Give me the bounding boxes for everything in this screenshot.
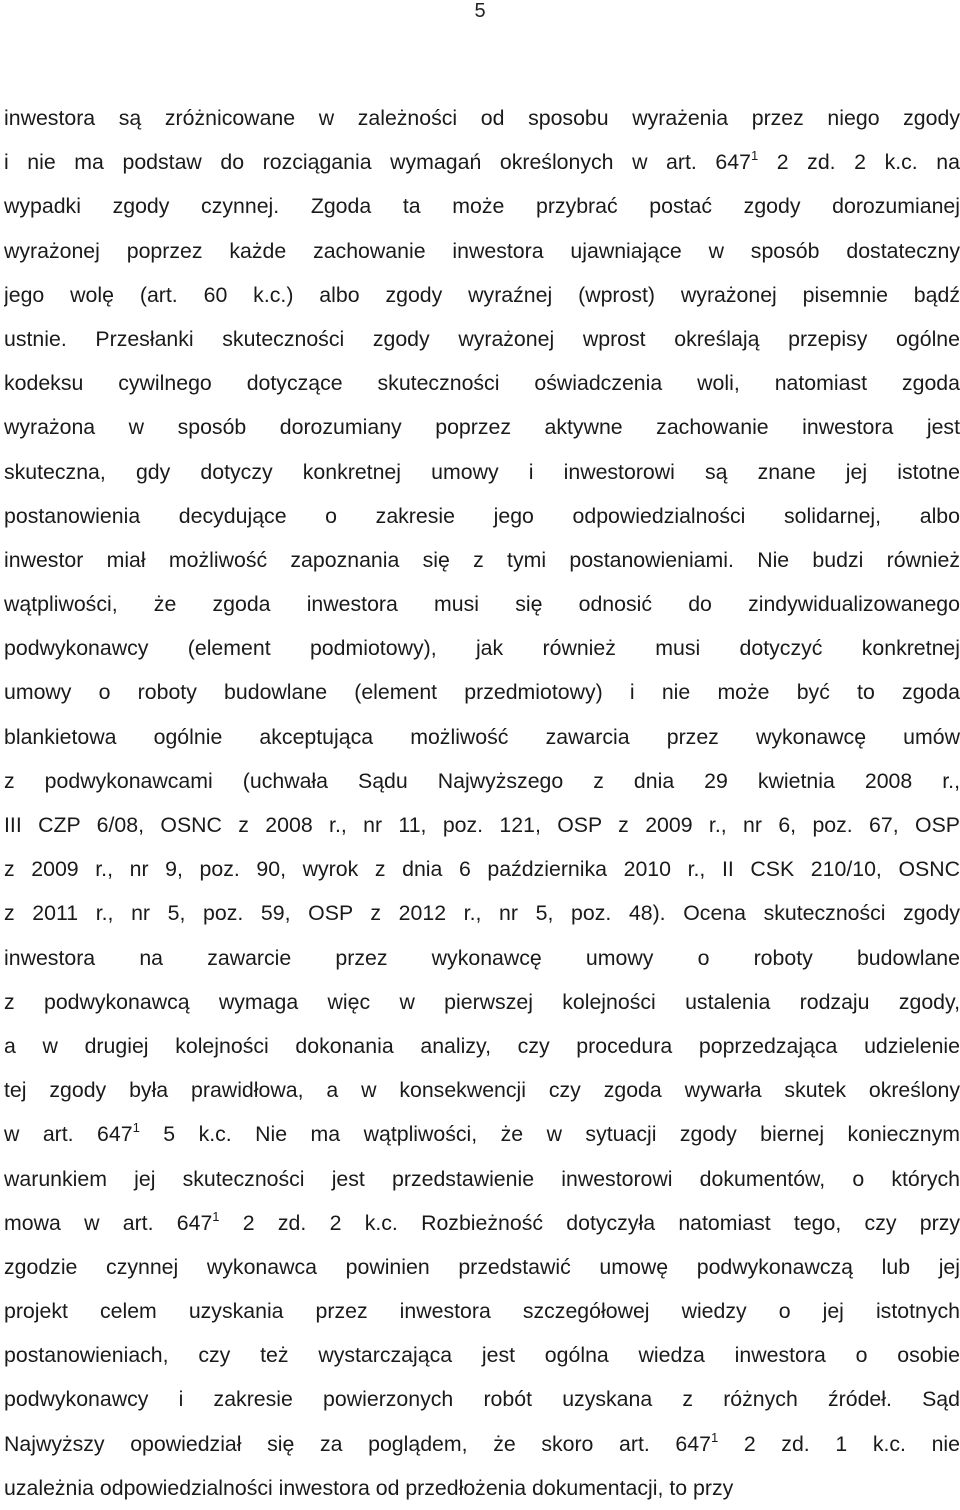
text-segment: III CZP 6/08, OSNC z 2008 r., nr 11, poz. 121, OSP z 2009 r., nr 6, poz. 67, OSP <box>4 813 960 837</box>
superscript: 1 <box>750 148 759 164</box>
text-line <box>4 1333 960 1377</box>
text-segment: a w drugiej kolejności dokonania analizy, czy procedura poprzedzająca udzielenie <box>4 1033 960 1058</box>
text-line <box>4 317 960 361</box>
document-body <box>4 96 960 1510</box>
text-line <box>4 1245 960 1289</box>
text-segment: wyrażonej poprzez każde zachowanie inwestora ujawniające w sposób dostateczny <box>4 238 960 263</box>
text-line <box>4 1157 960 1201</box>
text-line <box>4 626 960 670</box>
text-segment: 2 zd. 2 k.c. na <box>758 150 960 175</box>
superscript: 1 <box>710 1429 719 1445</box>
text-line <box>4 715 960 759</box>
text-line <box>4 494 960 538</box>
text-line <box>4 140 960 184</box>
text-segment: inwestora na zawarcie przez wykonawcę umowy o roboty budowlane <box>4 945 960 970</box>
text-segment: blankietowa ogólnie akceptująca możliwość zawarcia przez wykonawcę umów <box>4 724 960 749</box>
text-segment: podwykonawcy (element podmiotowy), jak również musi dotyczyć konkretnej <box>4 636 960 661</box>
text-segment: wyrażona w sposób dorozumiany poprzez aktywne zachowanie inwestora jest <box>4 415 960 440</box>
text-segment: 2 zd. 2 k.c. Rozbieżność dotyczyła natomiast tego, czy przy <box>219 1210 960 1235</box>
text-segment: warunkiem jej skuteczności jest przedstawienie inwestorowi dokumentów, o których <box>4 1166 960 1191</box>
text-segment: tej zgody była prawidłowa, a w konsekwencji czy zgoda wywarła skutek określony <box>4 1078 960 1103</box>
text-segment: 2 zd. 1 k.c. nie <box>718 1431 960 1456</box>
text-segment: umowy o roboty budowlane (element przedmiotowy) i nie może być to zgoda <box>4 680 960 705</box>
text-segment: postanowienia decydujące o zakresie jego odpowiedzialności solidarnej, albo <box>4 503 960 528</box>
text-line <box>4 980 960 1024</box>
text-segment: postanowieniach, czy też wystarczająca jest ogólna wiedza inwestora o osobie <box>4 1343 960 1368</box>
text-line <box>4 184 960 228</box>
text-segment: inwestor miał możliwość zapoznania się z tymi postanowieniami. Nie budzi również <box>4 547 960 572</box>
text-segment: z 2009 r., nr 9, poz. 90, wyrok z dnia 6 października 2010 r., II CSK 210/10, OSNC <box>4 857 960 882</box>
text-segment: uzależnia odpowiedzialności inwestora od przedłożenia dokumentacji, to przy <box>4 1475 734 1500</box>
text-line <box>4 1201 960 1245</box>
text-segment: w art. 647 <box>4 1122 133 1147</box>
text-segment: skuteczna, gdy dotyczy konkretnej umowy i inwestorowi są znane jej istotne <box>4 459 960 484</box>
text-segment: i nie ma podstaw do rozciągania wymagań określonych w art. 647 <box>4 150 751 175</box>
text-line <box>4 1068 960 1112</box>
text-line <box>4 405 960 449</box>
text-segment: ustnie. Przesłanki skuteczności zgody wyrażonej wprost określają przepisy ogólne <box>4 326 960 351</box>
page-number: 5 <box>474 0 486 22</box>
text-line <box>4 1289 960 1333</box>
text-line <box>4 891 960 935</box>
text-line <box>4 361 960 405</box>
text-segment: z 2011 r., nr 5, poz. 59, OSP z 2012 r., nr 5, poz. 48). Ocena skuteczności zgody <box>4 901 960 926</box>
text-line <box>4 1112 960 1156</box>
text-line <box>4 759 960 803</box>
text-line <box>4 1377 960 1421</box>
text-line <box>4 450 960 494</box>
text-line <box>4 538 960 582</box>
text-line <box>4 229 960 273</box>
text-line <box>4 273 960 317</box>
text-segment: zgodzie czynnej wykonawca powinien przedstawić umowę podwykonawczą lub jej <box>4 1254 960 1279</box>
text-segment: projekt celem uzyskania przez inwestora szczegółowej wiedzy o jej istotnych <box>4 1299 960 1324</box>
text-line <box>4 1422 960 1466</box>
text-segment: kodeksu cywilnego dotyczące skuteczności oświadczenia woli, natomiast zgoda <box>4 371 960 396</box>
text-line <box>4 96 960 140</box>
text-line <box>4 1466 960 1510</box>
text-segment: 5 k.c. Nie ma wątpliwości, że w sytuacji zgody biernej koniecznym <box>139 1122 960 1147</box>
text-segment: podwykonawcy i zakresie powierzonych robót uzyskana z różnych źródeł. Sąd <box>4 1387 960 1412</box>
text-segment: z podwykonawcami (uchwała Sądu Najwyższego z dnia 29 kwietnia 2008 r., <box>4 768 960 793</box>
text-line <box>4 670 960 714</box>
text-segment: Najwyższy opowiedział się za poglądem, że skoro art. 647 <box>4 1431 711 1456</box>
text-line <box>4 582 960 626</box>
text-line <box>4 1024 960 1068</box>
text-segment: inwestora są zróżnicowane w zależności od sposobu wyrażenia przez niego zgody <box>4 106 960 130</box>
text-segment: wątpliwości, że zgoda inwestora musi się odnosić do zindywidualizowanego <box>4 592 960 617</box>
text-segment: z podwykonawcą wymaga więc w pierwszej kolejności ustalenia rodzaju zgody, <box>4 989 960 1014</box>
superscript: 1 <box>132 1120 140 1136</box>
text-line <box>4 803 960 847</box>
superscript: 1 <box>212 1208 220 1224</box>
text-segment: jego wolę (art. 60 k.c.) albo zgody wyraźnej (wprost) wyrażonej pisemnie bądź <box>4 282 960 307</box>
text-segment: wypadki zgody czynnej. Zgoda ta może przybrać postać zgody dorozumianej <box>4 194 960 219</box>
text-segment: mowa w art. 647 <box>4 1210 213 1235</box>
text-line <box>4 936 960 980</box>
text-line <box>4 847 960 891</box>
